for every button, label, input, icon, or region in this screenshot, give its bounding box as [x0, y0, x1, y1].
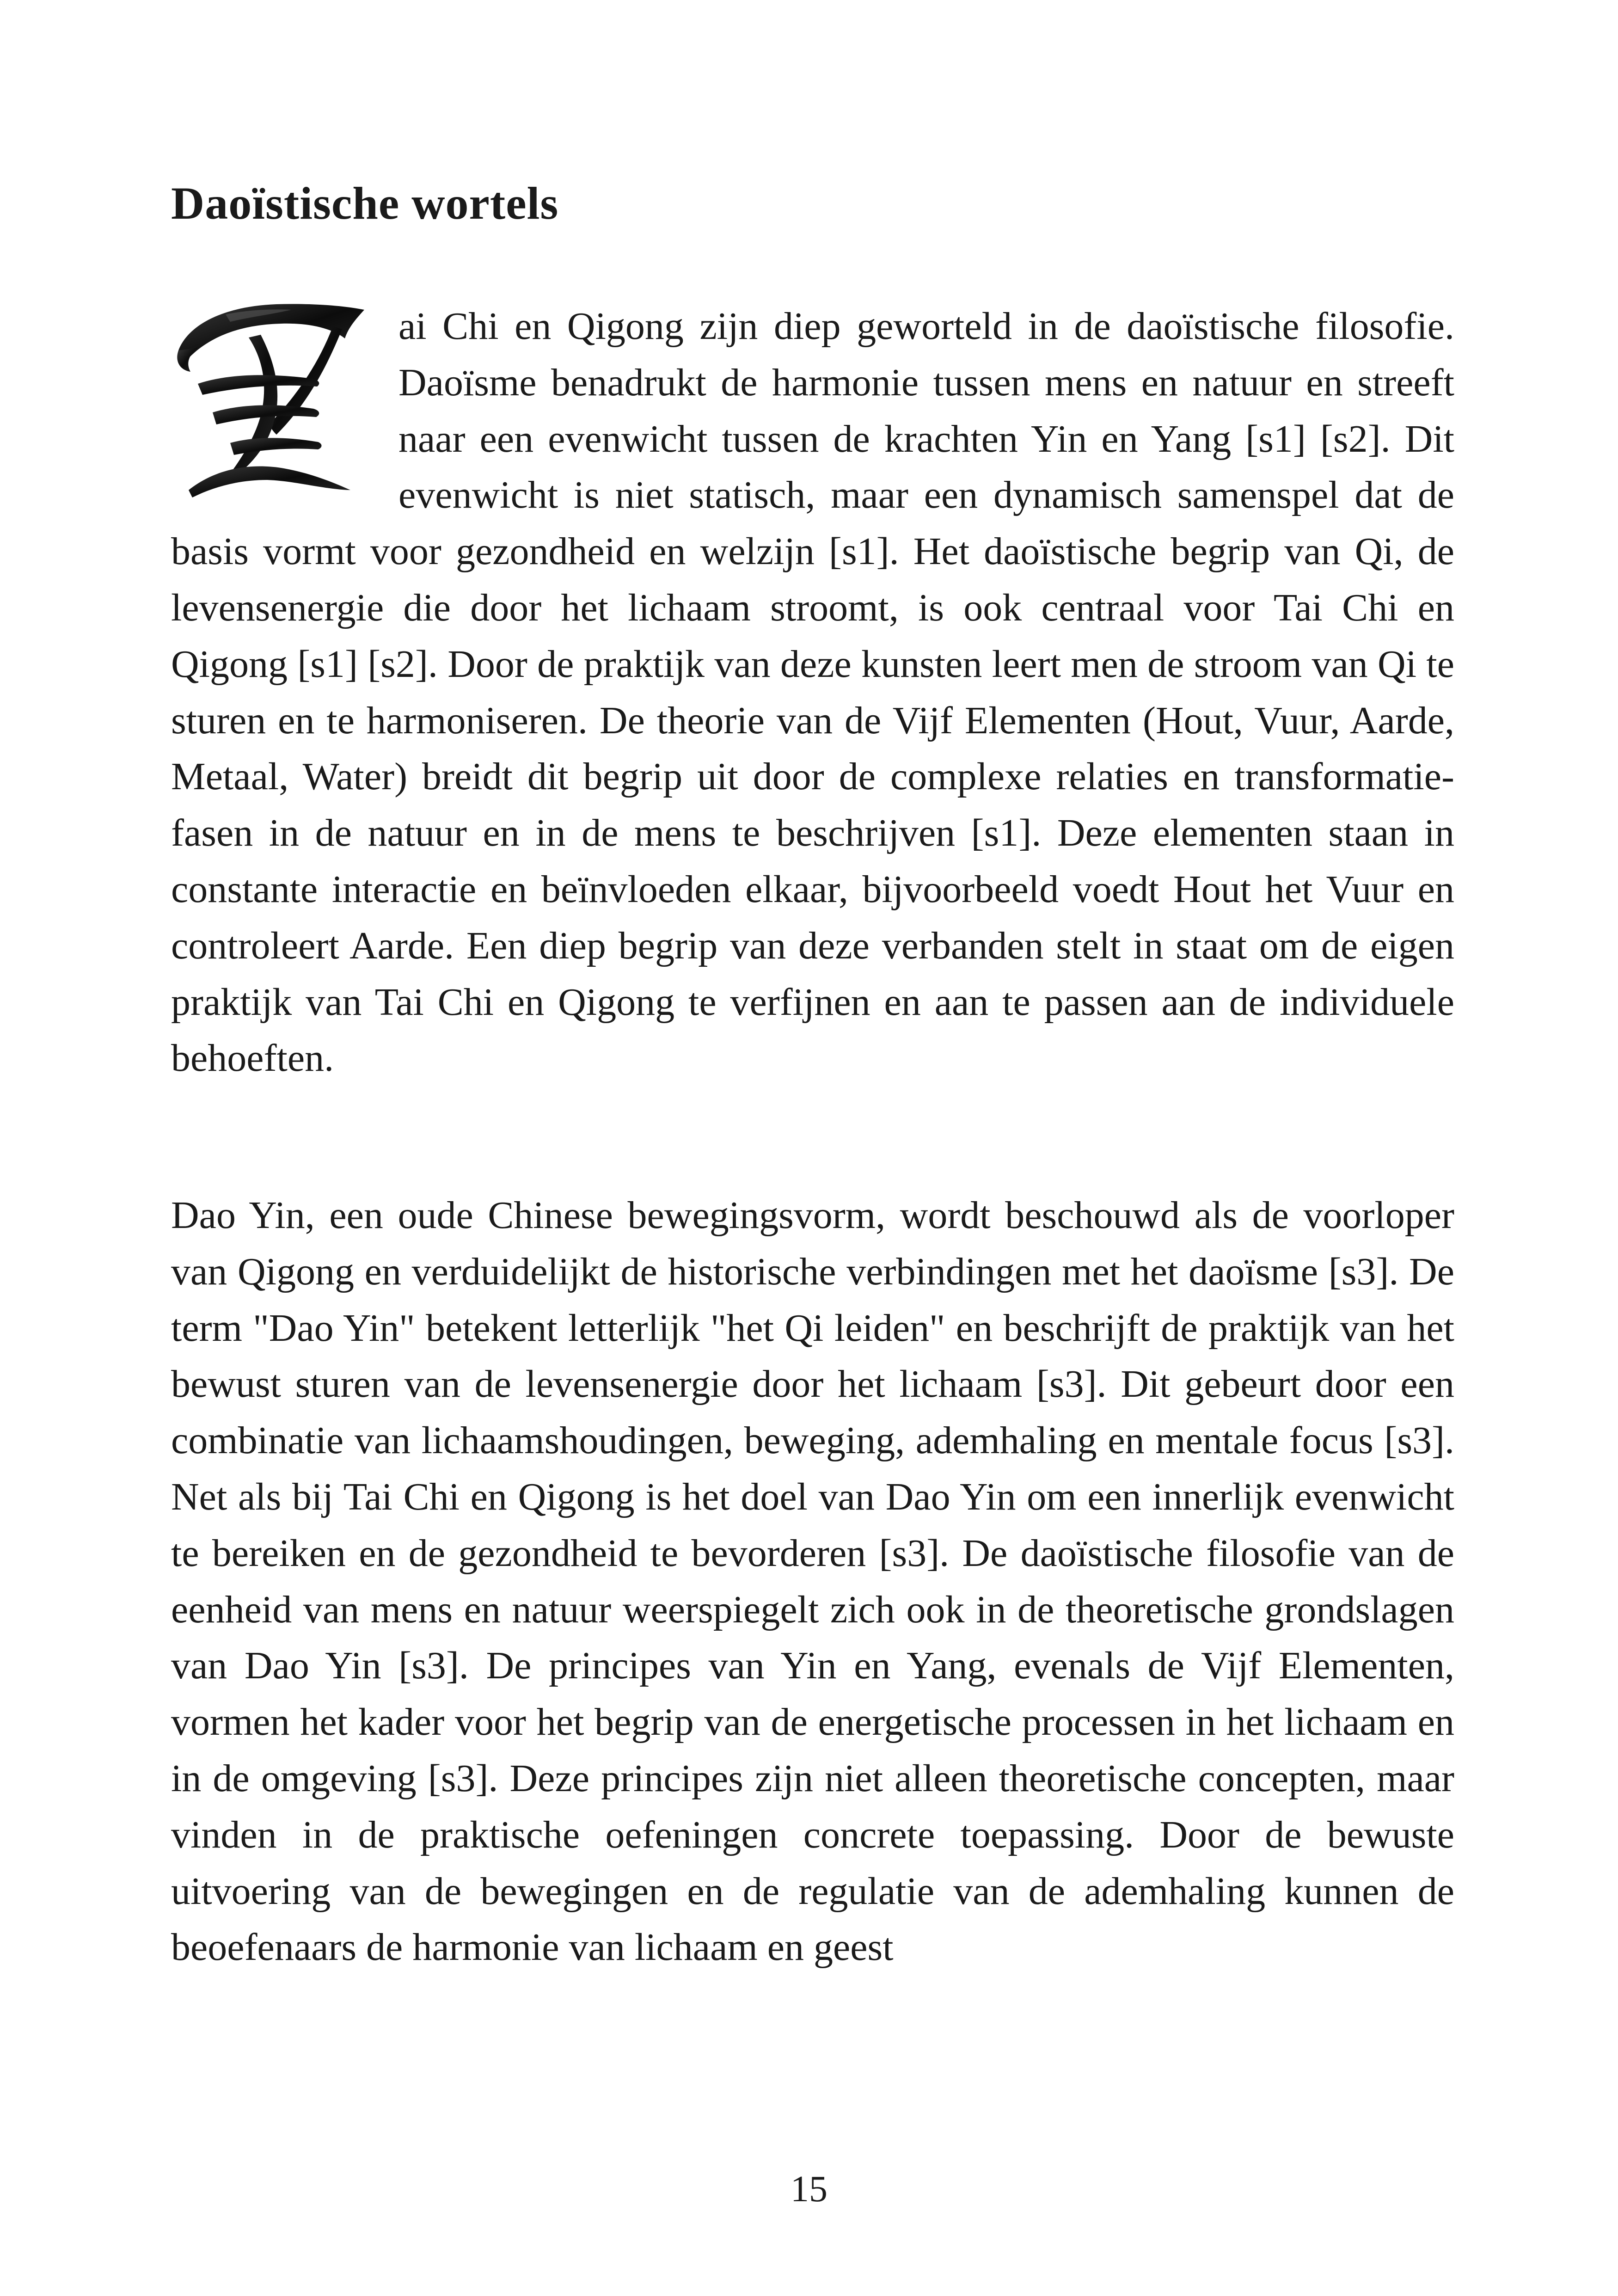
body-paragraph-2: Dao Yin, een oude Chinese bewegingsvorm, wordt beschouwd als de voorloper van Qigong en verduidelijkt de historische verbindingen met het daoïsme [s3]. De term "Dao Yin" betekent letterlijk "het Qi leiden" en beschrijft de praktijk van het bewust sturen van de levensenergie door het lichaam [s3]. Dit gebeurt door een combinatie van lichaamshoudingen, beweging, ademhaling en mentale focus [s3]. Net als bij Tai Chi en Qigong is het doel van Dao Yin om een innerlijk evenwicht te bereiken en de gezondheid te bevorderen [s3]. De daoïstische filosofie van de eenheid van mens en natuur weerspiegelt zich ook in de theoretische grondslagen van Dao Yin [s3]. De principes van Yin en Yang, evenals de Vijf Elementen, vormen het kader voor het begrip van de energetische processen in het lichaam en in de omgeving [s3]. Deze principes zijn niet alleen theoretische concepten, maar vinden in de praktische oefeningen concrete toepassing. Door de bewuste uitvoering van de bewegingen en de regulatie van de ademhaling kunnen de beoefenaars de harmonie van lichaam en geest [171, 1194, 1454, 1969]
page-number: 15 [791, 2169, 827, 2210]
section-heading: Daoïstische wortels [171, 178, 559, 229]
body-paragraph-1: ai Chi en Qigong zijn diep geworteld in de daoïstische filosofie. Daoïsme benadrukt de harmonie tussen mens en natuur en streeft naar een evenwicht tussen de krachten Yin en Yang [s1] [s2]. Dit evenwicht is niet statisch, maar een dynamisch samenspel dat de basis vormt voor gezondheid en welzijn [s1]. Het daoïstische begrip van Qi, de levensenergie die door het lichaam stroomt, is ook centraal voor Tai Chi en Qigong [s1] [s2]. Door de praktijk van deze kunsten leert men de stroom van Qi te sturen en te harmoniseren. De theorie van de Vijf Elementen (Hout, Vuur, Aarde, Metaal, Water) breidt dit begrip uit door de complexe relaties en transformatie-fasen in de natuur en in de mens te beschrijven [s1]. Deze elementen staan in constante interactie en beïnvloeden elkaar, bijvoorbeeld voedt Hout het Vuur en controleert Aarde. Een diep begrip van deze verbanden stelt in staat om de eigen praktijk van Tai Chi en Qigong te verfijnen en aan te passen aan de individuele behoeften. [171, 305, 1454, 1080]
